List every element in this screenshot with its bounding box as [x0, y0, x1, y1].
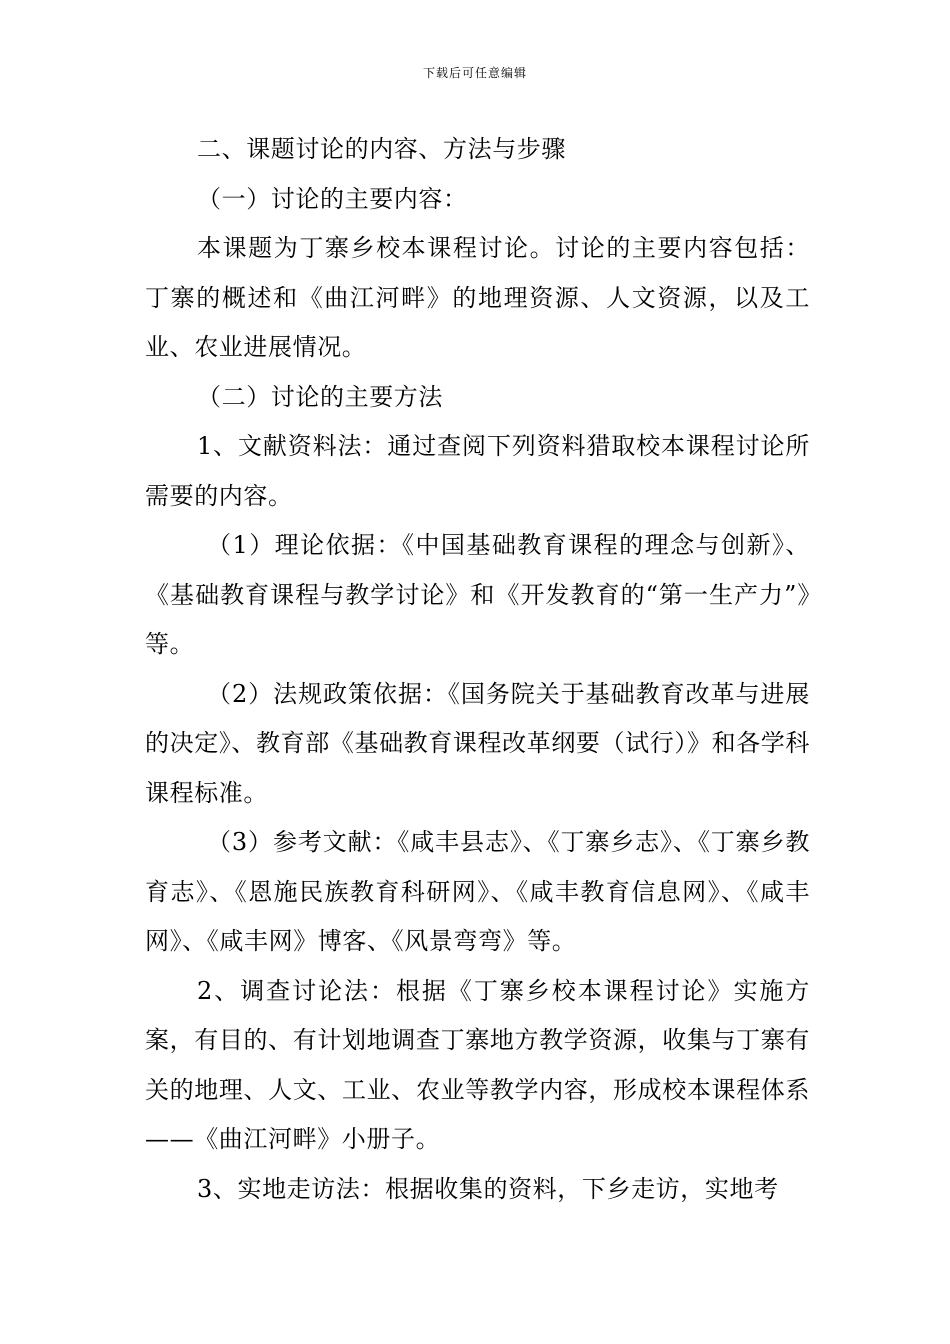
subsection-title-content: （一）讨论的主要内容：	[197, 184, 468, 213]
subsection-title-methods: （二）讨论的主要方法	[197, 382, 443, 411]
section-title: 二、课题讨论的内容、方法与步骤	[197, 135, 566, 163]
paragraph-theory-basis: （1）理论依据：《中国基础教育课程的理念与创新》、《基础教育课程与教学讨论》和《开发教育的“第一生产力”》等。	[145, 531, 810, 658]
paragraph-references: （3）参考文献：《咸丰县志》、《丁寨乡志》、《丁寨乡教育志》、《恩施民族教育科研网》、《咸丰教育信息网》、《咸丰网》、《咸丰网》博客、《风景弯弯》等。	[145, 828, 810, 955]
page-header: 下载后可任意编辑	[422, 66, 527, 80]
paragraph-method-survey: 2、调查讨论法：根据《丁寨乡校本课程讨论》实施方案，有目的、有计划地调查丁寨地方教学资源，收集与丁寨有关的地理、人文、工业、农业等教学内容，形成校本课程体系——《曲江河畔》小册子。	[145, 976, 810, 1153]
paragraph-policy-basis: （2）法规政策依据：《国务院关于基础教育改革与进展的决定》、教育部《基础教育课程改革纲要（试行）》和各学科课程标准。	[145, 679, 810, 807]
paragraph-method-literature: 1、文献资料法：通过查阅下列资料猎取校本课程讨论所需要的内容。	[145, 432, 810, 510]
paragraph-content-overview: 本课题为丁寨乡校本课程讨论。讨论的主要内容包括：丁寨的概述和《曲江河畔》的地理资源、人文资源，以及工业、农业进展情况。	[145, 234, 810, 361]
paragraph-method-field-visit: 3、实地走访法：根据收集的资料，下乡走访，实地考	[197, 1174, 779, 1203]
document-body	[145, 125, 810, 1214]
